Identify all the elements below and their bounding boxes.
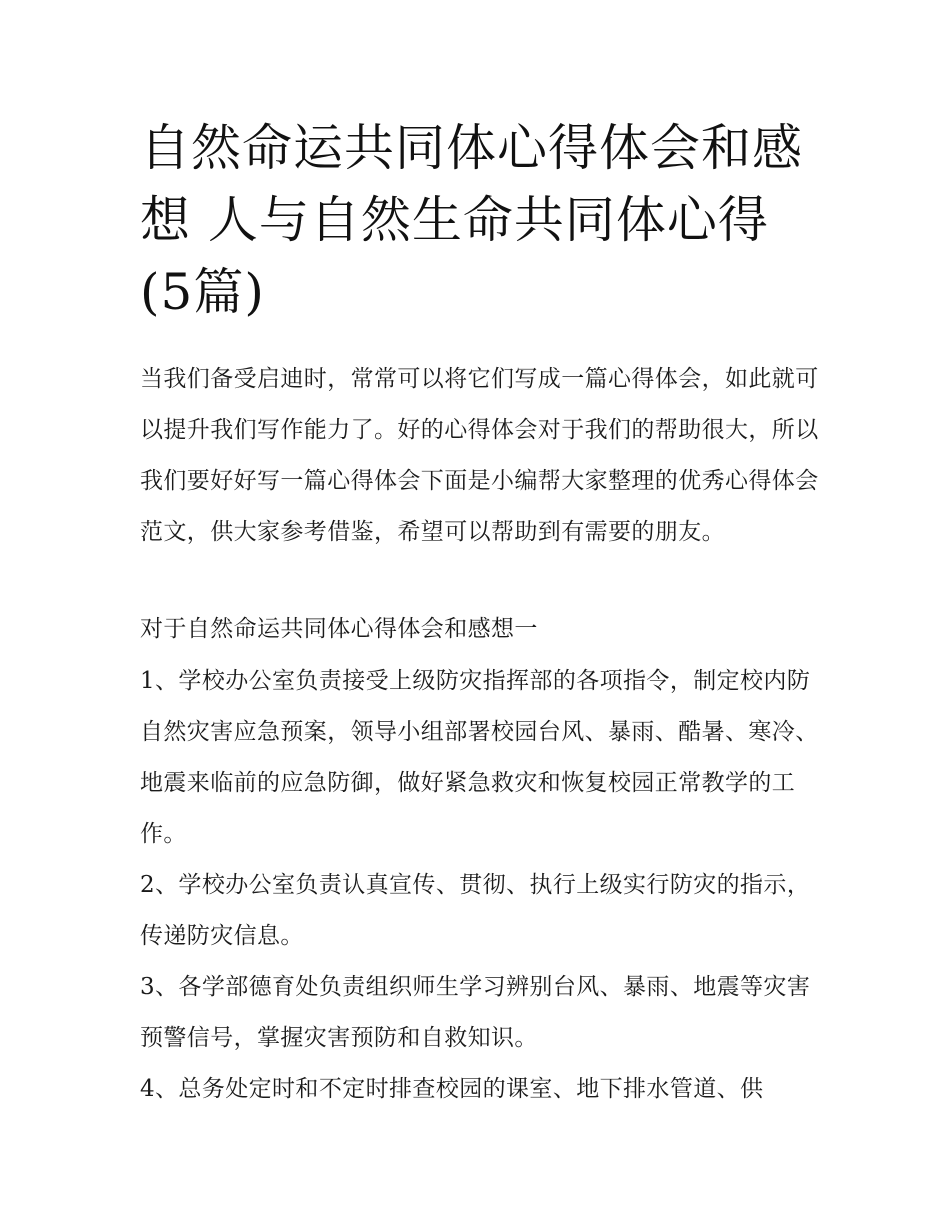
- list-item: 3、各学部德育处负责组织师生学习辨别台风、暴雨、地震等灾害预警信号，掌握灾害预防和自救知识。: [140, 974, 811, 1051]
- list-item: 1、学校办公室负责接受上级防灾指挥部的各项指令，制定校内防自然灾害应急预案，领导小组部署校园台风、暴雨、酷暑、寒冷、地震来临前的应急防御，做好紧急救灾和恢复校园正常教学的工作。: [140, 668, 819, 847]
- list-item: 4、总务处定时和不定时排查校园的课室、地下排水管道、供: [140, 1076, 764, 1102]
- intro-paragraph: 当我们备受启迪时，常常可以将它们写成一篇心得体会，如此就可以提升我们写作能力了。好的心得体会对于我们的帮助很大，所以我们要好好写一篇心得体会下面是小编帮大家整理的优秀心得体会范文，供大家参考借鉴，希望可以帮助到有需要的朋友。: [140, 366, 819, 545]
- section-heading: 对于自然命运共同体心得体会和感想一: [140, 616, 538, 642]
- list-item: 2、学校办公室负责认真宣传、贯彻、执行上级实行防灾的指示，传递防灾信息。: [140, 872, 811, 949]
- document-title: 自然命运共同体心得体会和感想 人与自然生命共同体心得(5篇): [140, 119, 803, 321]
